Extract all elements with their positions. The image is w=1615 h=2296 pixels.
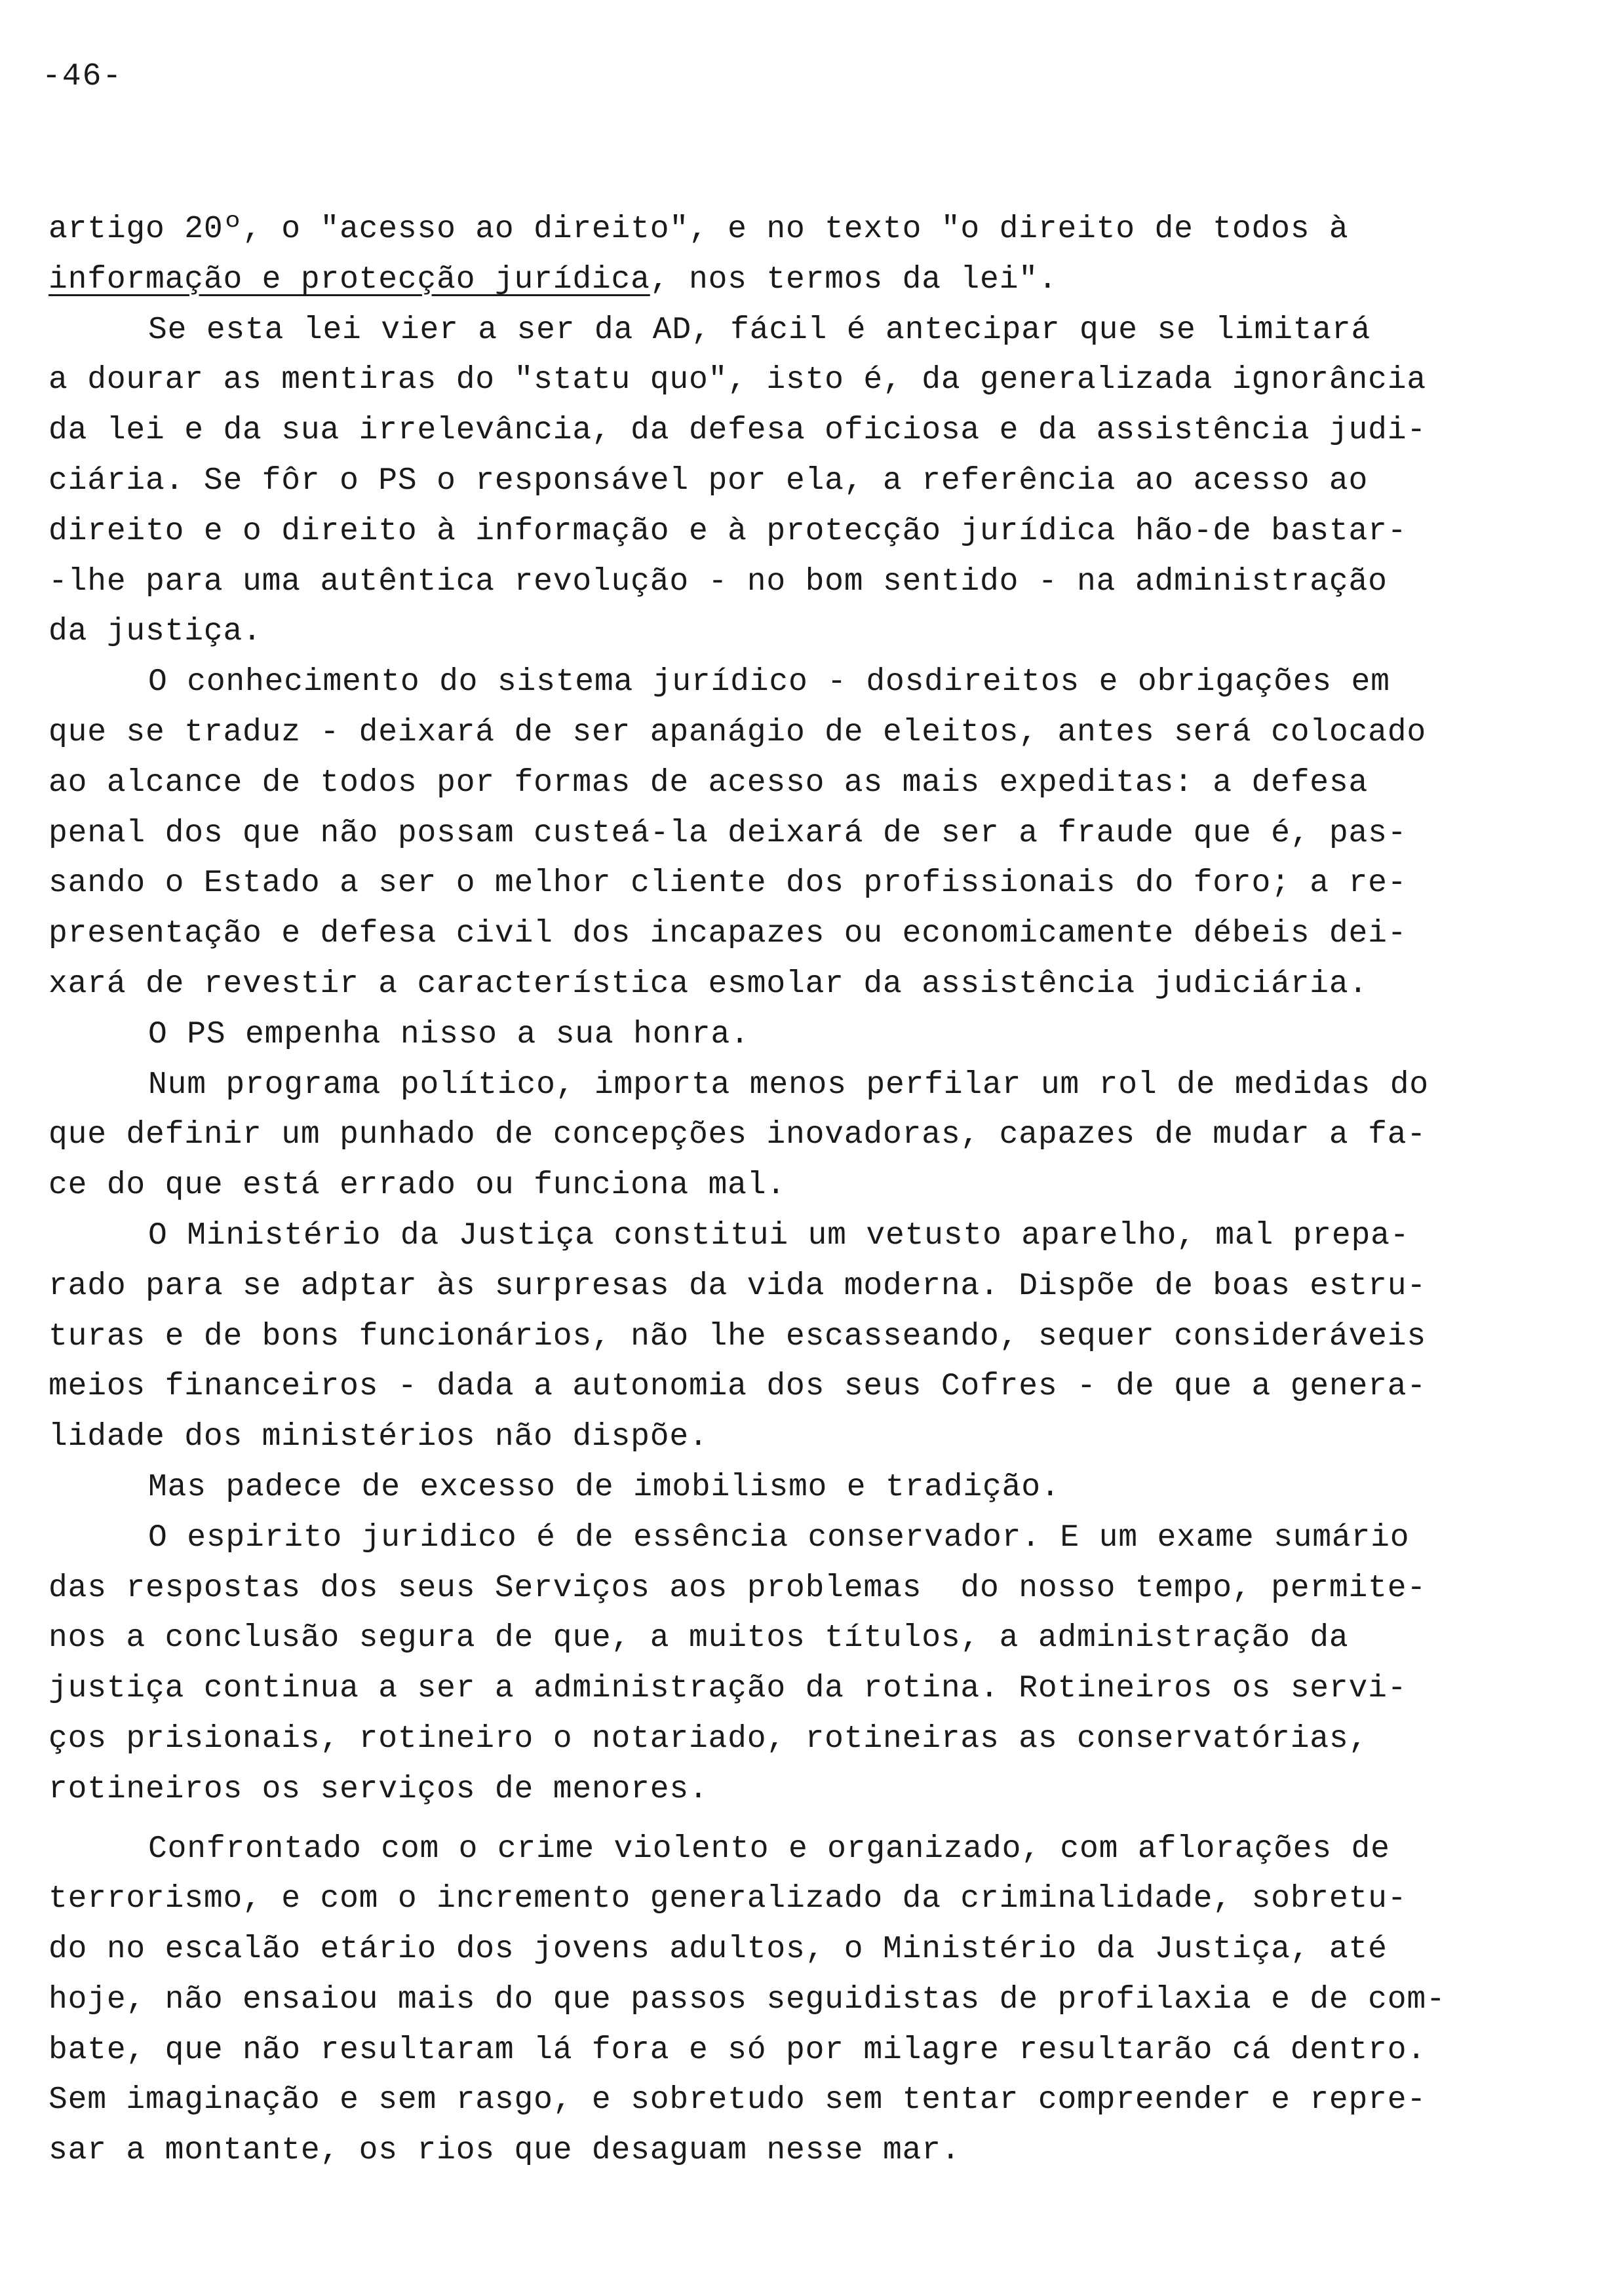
text-line: presentação e defesa civil dos incapazes ou economicamente débeis dei-: [49, 916, 1407, 952]
text-line: hoje, não ensaiou mais do que passos seguidistas de profilaxia e de com-: [49, 1981, 1446, 2018]
text-line: do no escalão etário dos jovens adultos, o Ministério da Justiça, até: [49, 1932, 1388, 1968]
text-line: turas e de bons funcionários, não lhe escasseando, sequer consideráveis: [49, 1318, 1426, 1354]
text-line: ce do que está errado ou funciona mal.: [49, 1168, 786, 1204]
page-number: -46-: [42, 59, 123, 94]
text-line: rado para se adptar às surpresas da vida moderna. Dispõe de boas estru-: [49, 1268, 1426, 1304]
paragraph-start-line: O conhecimento do sistema jurídico - dosdireitos e obrigações em: [148, 664, 1390, 700]
text-line: artigo 20º, o "acesso ao direito", e no texto "o direito de todos à: [49, 212, 1349, 247]
text-line: xará de revestir a característica esmolar da assistência judiciária.: [49, 966, 1369, 1002]
text-line: -lhe para uma autêntica revolução - no bom sentido - na administração: [49, 564, 1388, 600]
paragraph-start-line: Se esta lei vier a ser da AD, fácil é antecipar que se limitará: [148, 312, 1371, 348]
text-line: Sem imaginação e sem rasgo, e sobretudo sem tentar compreender e repre-: [49, 2082, 1426, 2118]
paragraph-start-line: Mas padece de excesso de imobilismo e tradição.: [148, 1469, 1060, 1505]
text-line: [49, 255, 1477, 305]
text-line: direito e o direito à informação e à protecção jurídica hão-de bastar-: [49, 513, 1407, 549]
paragraph-gap: [49, 1815, 1477, 1824]
text-line: a dourar as mentiras do "statu quo", isto é, da generalizada ignorância: [49, 362, 1426, 398]
text-line: que se traduz - deixará de ser apanágio de eleitos, antes será colocado: [49, 714, 1426, 750]
text-fragment: , nos termos da lei".: [650, 261, 1058, 297]
text-line: ços prisionais, rotineiro o notariado, rotineiras as conservatórias,: [49, 1721, 1369, 1757]
text-line: justiça continua a ser a administração da rotina. Rotineiros os servi-: [49, 1671, 1407, 1707]
paragraph-start-line: O PS empenha nisso a sua honra.: [148, 1016, 750, 1052]
text-line: sando o Estado a ser o melhor cliente dos profissionais do foro; a re-: [49, 866, 1407, 902]
text-line: sar a montante, os rios que desaguam nesse mar.: [49, 2133, 961, 2169]
paragraph-start-line: Confrontado com o crime violento e organizado, com aflorações de: [148, 1831, 1390, 1867]
text-line: ao alcance de todos por formas de acesso as mais expeditas: a defesa: [49, 765, 1369, 801]
text-line: que definir um punhado de concepções inovadoras, capazes de mudar a fa-: [49, 1117, 1426, 1153]
text-line: terrorismo, e com o incremento generalizado da criminalidade, sobretu-: [49, 1881, 1407, 1917]
paragraph-start-line: O Ministério da Justiça constitui um vetusto aparelho, mal prepa-: [148, 1217, 1410, 1253]
paragraph-start-line: Num programa político, importa menos perfilar um rol de medidas do: [148, 1067, 1429, 1103]
text-line: meios financeiros - dada a autonomia dos seus Cofres - de que a genera-: [49, 1369, 1426, 1405]
text-line: bate, que não resultaram lá fora e só por milagre resultarão cá dentro.: [49, 2032, 1426, 2068]
text-line: penal dos que não possam custeá-la deixará de ser a fraude que é, pas-: [49, 815, 1407, 851]
text-line: ciária. Se fôr o PS o responsável por ela, a referência ao acesso ao: [49, 463, 1369, 499]
text-line: lidade dos ministérios não dispõe.: [49, 1419, 709, 1455]
text-line: rotineiros os serviços de menores.: [49, 1771, 709, 1807]
text-line: da lei e da sua irrelevância, da defesa oficiosa e da assistência judi-: [49, 413, 1426, 449]
paragraph-start-line: O espirito juridico é de essência conservador. E um exame sumário: [148, 1520, 1410, 1556]
text-line: das respostas dos seus Serviços aos problemas do nosso tempo, permite-: [49, 1570, 1426, 1606]
text-line: nos a conclusão segura de que, a muitos títulos, a administração da: [49, 1620, 1349, 1656]
body-text: [49, 204, 1477, 2176]
underlined-phrase: informação e protecção jurídica: [49, 261, 650, 297]
text-line: da justiça.: [49, 614, 262, 650]
